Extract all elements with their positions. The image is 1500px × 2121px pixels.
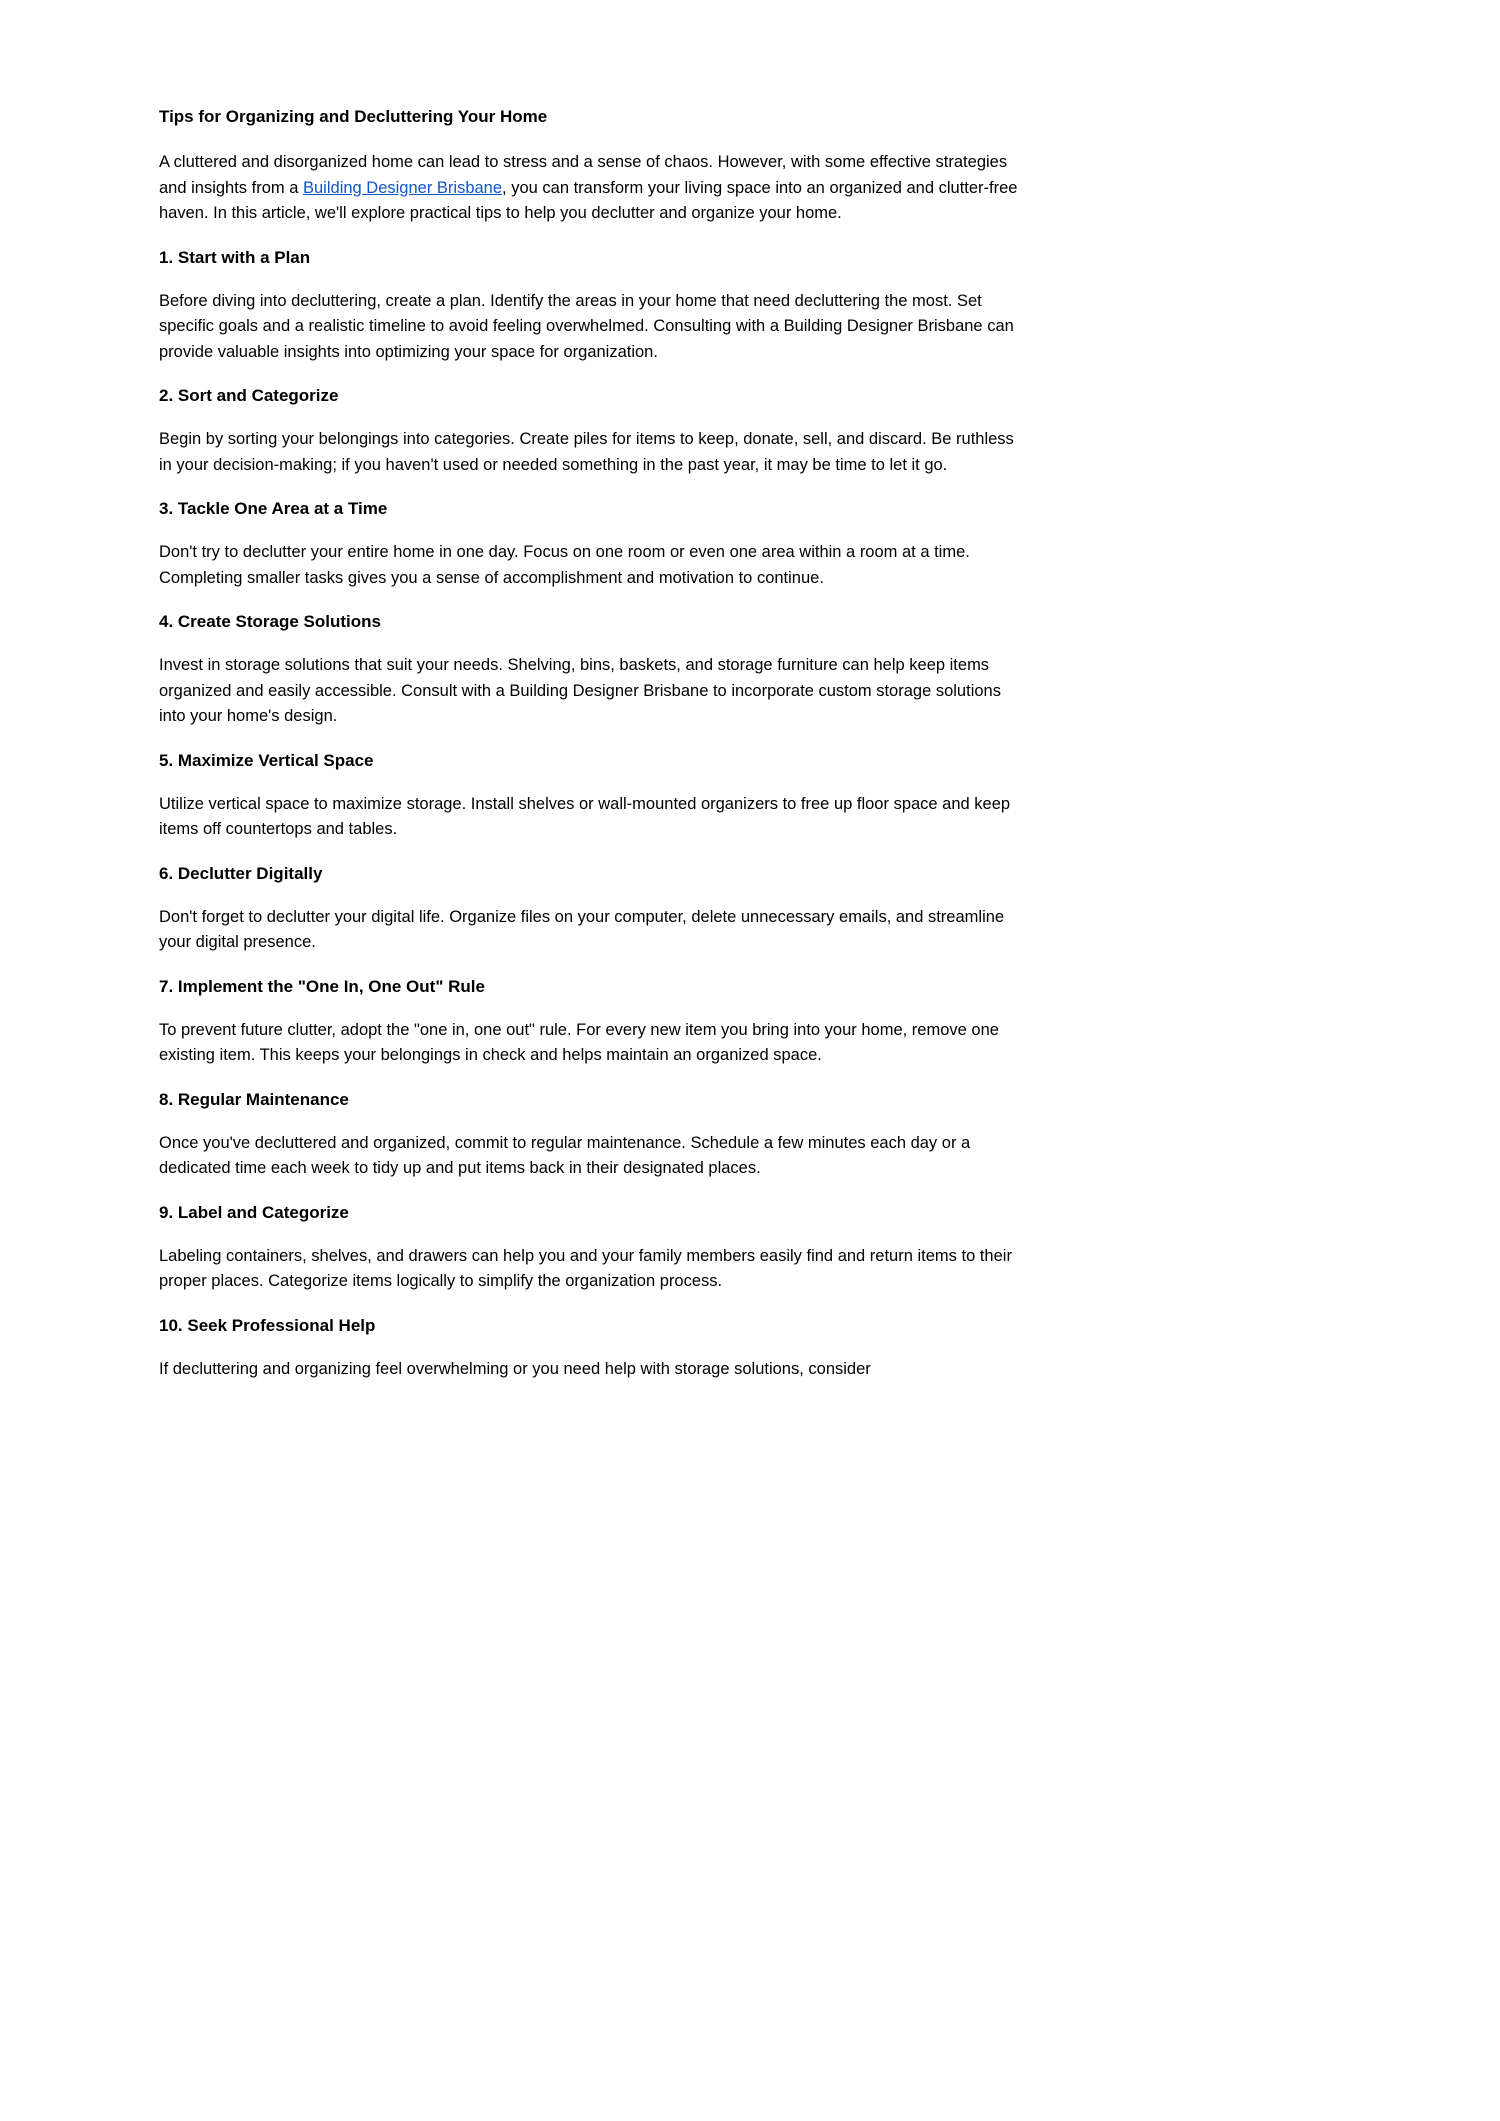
article-section-9 xyxy=(159,1200,1030,1295)
section-body: Don't try to declutter your entire home in one day. Focus on one room or even one area within a room at a time. Completing smaller tasks gives you a sense of accomplishment and motivation to continue. xyxy=(159,543,970,587)
article-section-2 xyxy=(159,383,1030,478)
section-body: Labeling containers, shelves, and drawers can help you and your family members easily find and return items to their proper places. Categorize items logically to simplify the organization process. xyxy=(159,1246,1012,1290)
section-heading: 4. Create Storage Solutions xyxy=(159,612,381,631)
article-section-7 xyxy=(159,974,1030,1069)
article-section-6 xyxy=(159,861,1030,956)
article-section-5 xyxy=(159,748,1030,843)
section-body: Don't forget to declutter your digital life. Organize files on your computer, delete unnecessary emails, and streamline your digital presence. xyxy=(159,907,1005,951)
building-designer-brisbane-link[interactable]: Building Designer Brisbane xyxy=(303,178,503,197)
section-heading: 10. Seek Professional Help xyxy=(159,1315,376,1335)
intro-text-before-link: A cluttered and disorganized home can lead to stress and a sense of chaos. However, with some effective strategies and insights from a xyxy=(159,153,1008,197)
section-heading: 1. Start with a Plan xyxy=(159,247,311,267)
section-heading: 6. Declutter Digitally xyxy=(159,863,323,883)
section-heading: 8. Regular Maintenance xyxy=(159,1089,349,1109)
section-body: To prevent future clutter, adopt the "one in, one out" rule. For every new item you bring into your home, remove one existing item. This keeps your belongings in check and helps maintain an organized space. xyxy=(159,1020,999,1064)
section-heading: 3. Tackle One Area at a Time xyxy=(159,499,388,518)
article-section-10 xyxy=(159,1313,1030,1383)
section-body: Before diving into decluttering, create a plan. Identify the areas in your home that need decluttering the most. Set specific goals and a realistic timeline to avoid feeling overwhelmed. Consulting with a Building Designer Brisbane can provide valuable insights into optimizing your space for organization. xyxy=(159,291,1014,361)
section-heading: 5. Maximize Vertical Space xyxy=(159,750,374,770)
section-body: Once you've decluttered and organized, commit to regular maintenance. Schedule a few minutes each day or a dedicated time each week to tidy up and put items back in their designated places. xyxy=(159,1133,971,1177)
page-title: Tips for Organizing and Decluttering Your Home xyxy=(159,107,548,126)
section-heading: 7. Implement the "One In, One Out" Rule xyxy=(159,976,485,996)
section-body: Begin by sorting your belongings into categories. Create piles for items to keep, donate, sell, and discard. Be ruthless in your decision-making; if you haven't used or needed something in the past year, it may be time to let it go. xyxy=(159,430,1014,474)
intro-paragraph xyxy=(159,150,1030,227)
intro-text-after-link: , you can transform your living space into an organized and clutter-free haven. In this article, we'll explore practical tips to help you declutter and organize your home. xyxy=(159,178,1018,222)
document-content xyxy=(159,104,1030,1382)
section-body: Invest in storage solutions that suit your needs. Shelving, bins, baskets, and storage furniture can help keep items organized and easily accessible. Consult with a Building Designer Brisbane to incorporate custom storage solutions into your home's design. xyxy=(159,656,1001,725)
article-section-3 xyxy=(159,496,1030,591)
section-heading: 2. Sort and Categorize xyxy=(159,386,339,405)
article-section-1 xyxy=(159,245,1030,366)
article-section-4 xyxy=(159,609,1030,730)
section-heading: 9. Label and Categorize xyxy=(159,1202,349,1222)
section-body: If decluttering and organizing feel overwhelming or you need help with storage solutions, consider xyxy=(159,1359,871,1378)
article-section-8 xyxy=(159,1087,1030,1182)
section-body: Utilize vertical space to maximize storage. Install shelves or wall-mounted organizers to free up floor space and keep items off countertops and tables. xyxy=(159,794,1011,838)
